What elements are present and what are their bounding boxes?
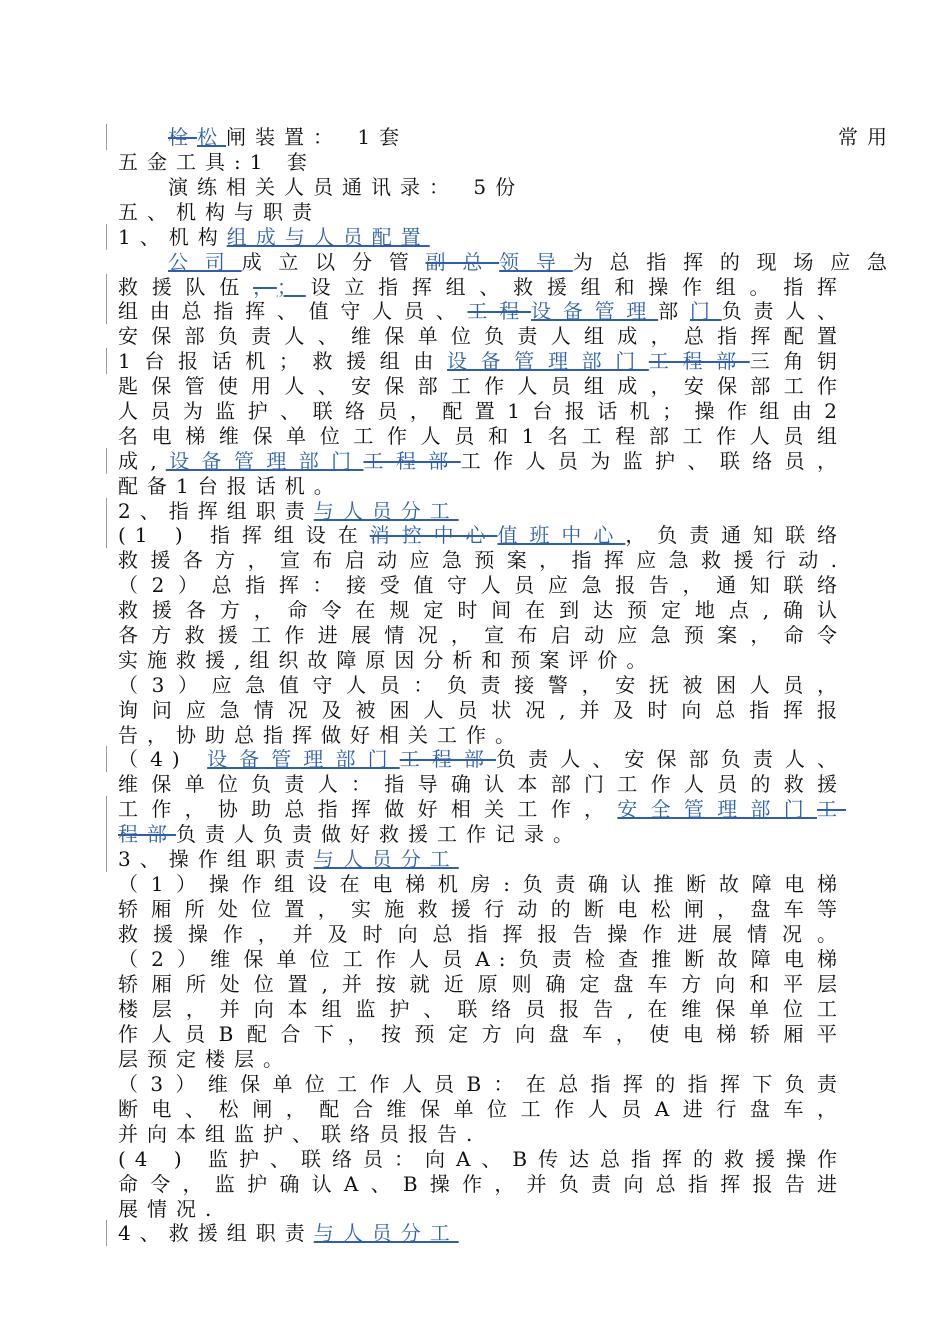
text-run: 成立以分管: [241, 250, 426, 274]
text-run: 组由总指挥、值守人员、: [118, 299, 468, 323]
text-run: 三角钥: [749, 349, 847, 373]
deleted-text: ，: [253, 275, 277, 299]
inserted-text: 设备管理部门: [165, 449, 364, 473]
text-run: （4): [118, 747, 208, 771]
text-line: [118, 1146, 846, 1172]
text-run: （3）应急值守人员：负责接警，安抚被困人员，: [118, 673, 846, 697]
text-run: （3）维保单位工作人员B：在总指挥的指挥下负责: [118, 1072, 846, 1096]
text-line: [118, 174, 896, 200]
text-run: （2）总指挥：接受值守人员应急报告，通知联络: [118, 573, 846, 597]
text-line: [118, 199, 846, 225]
text-run: 4、救援组职责: [118, 1221, 314, 1245]
text-line: [118, 298, 846, 324]
text-run: 维保单位负责人：指导确认本部门工作人员的救援: [118, 772, 846, 796]
text-run: 工作，协助总指挥做好相关工作，: [118, 797, 618, 821]
text-run: 部: [658, 299, 690, 323]
text-run: 2、指挥组职责: [118, 499, 314, 523]
change-bar: [106, 746, 107, 772]
text-line: [118, 1096, 846, 1122]
text-run: 命令，监护确认A、B操作，并负责向总指挥报告进: [118, 1172, 846, 1196]
text-line: [118, 796, 846, 822]
text-line: [118, 597, 846, 623]
text-run: 救援队伍: [118, 275, 254, 299]
text-line: [118, 398, 846, 424]
inserted-text: 组成与人员配置: [226, 225, 430, 249]
text-line: [118, 274, 846, 300]
text-line: [118, 1220, 846, 1246]
text-line: [118, 722, 846, 748]
text-line: [118, 871, 846, 897]
text-run: 1台报话机；救援组由: [118, 349, 448, 373]
text-line: [118, 124, 896, 150]
text-line: [118, 1196, 846, 1222]
text-run: 展情况.: [118, 1197, 221, 1221]
text-line: [118, 1121, 846, 1147]
text-line: [118, 572, 846, 598]
change-bar: [106, 298, 107, 324]
inserted-text: 设备管理部门: [207, 747, 400, 771]
text-run: (1 ) 指挥组设在: [118, 523, 370, 547]
text-line: [118, 821, 846, 847]
text-line: [118, 249, 896, 275]
inserted-text: 与人员分工: [313, 847, 459, 871]
text-run: （2）维保单位工作人员A:负责检查推断故障电梯: [118, 947, 846, 971]
text-run: 实施救援,组织故障原因分析和预案评价。: [118, 648, 656, 672]
text-run: 名电梯维保单位工作人员和1名工程部工作人员组: [118, 424, 846, 448]
inserted-text: 与人员分工: [313, 499, 459, 523]
inserted-text: ；: [276, 275, 306, 299]
change-bar: [106, 124, 107, 150]
inserted-text: 值班中心: [497, 523, 626, 547]
text-run: 安保部负责人、维保单位负责人组成，总指挥配置: [118, 324, 846, 348]
deleted-text: 副总: [425, 250, 500, 274]
inserted-text: 领导: [499, 250, 573, 274]
text-run: 作人员B配合下，按预定方向盘车，使电梯轿厢平: [118, 1022, 846, 1046]
text-run: 3、操作组职责: [118, 847, 314, 871]
text-run: 匙保管使用人、安保部工作人员组成，安保部工作: [118, 374, 846, 398]
text-run: 各方救援工作进展情况，宣布启动应急预案，命令: [118, 623, 846, 647]
text-run: 救援各方，命令在规定时间在到达预定地点,确认: [118, 598, 846, 622]
change-bar: [106, 448, 107, 474]
text-run: 楼层，并向本组监护、联络员报告,在维保单位工: [118, 997, 846, 1021]
text-run: 断电、松闸，配合维保单位工作人员A进行盘车，: [118, 1097, 846, 1121]
right-aligned-text: 常用: [838, 125, 896, 149]
text-run: 为总指挥的现场应急: [572, 250, 897, 274]
text-line: [118, 348, 846, 374]
text-run: 询问应急情况及被困人员状况,并及时向总指挥报: [118, 698, 846, 722]
deleted-text: 工程部: [363, 449, 461, 473]
text-line: [118, 697, 846, 723]
text-line: [118, 1046, 846, 1072]
text-run: ，负责通知联络: [625, 523, 847, 547]
text-run: 负责人、安保部负责人、: [496, 747, 847, 771]
change-bar: [106, 796, 107, 846]
text-run: 轿厢所处位置,并按就近原则确定盘车方向和平层: [118, 972, 846, 996]
text-line: [118, 423, 846, 449]
deleted-text: 工程: [467, 299, 532, 323]
text-line: [118, 622, 846, 648]
inserted-text: 设备管理部门: [447, 349, 649, 373]
inserted-text: 设备管理: [531, 299, 659, 323]
deleted-text: 工程部: [399, 747, 497, 771]
text-line: [118, 846, 846, 872]
text-run: 成,: [118, 449, 166, 473]
text-run: 五金工具:1 套: [118, 150, 316, 174]
inserted-text: 安全管理部门: [617, 797, 818, 821]
text-run: 闸装置： 1套: [226, 125, 409, 149]
text-run: （1）操作组设在电梯机房:负责确认推断故障电梯: [118, 872, 846, 896]
text-line: [118, 224, 846, 250]
text-run: 负责人负责做好救援工作记录。: [176, 822, 582, 846]
text-line: [118, 647, 846, 673]
deleted-text: 工程部: [648, 349, 750, 373]
change-bar: [106, 522, 107, 548]
change-bar: [106, 274, 107, 300]
text-line: [118, 373, 846, 399]
text-run: 工作人员为监护、联络员，: [460, 449, 847, 473]
text-run: 层预定楼层。: [118, 1047, 292, 1071]
text-line: [118, 473, 846, 499]
text-line: [118, 522, 846, 548]
text-line: [118, 996, 846, 1022]
text-line: [118, 946, 846, 972]
text-line: [118, 971, 846, 997]
deleted-text: 程部: [118, 822, 176, 846]
change-bar: [106, 348, 107, 374]
text-line: [118, 323, 846, 349]
deleted-text: 工: [817, 797, 847, 821]
inserted-text: 与人员分工: [313, 1221, 459, 1245]
text-line: [118, 672, 846, 698]
text-run: 救援操作，并及时向总指挥报告操作进展情况。: [118, 922, 846, 946]
text-run: 设立指挥组、救援组和操作组。指挥: [305, 275, 847, 299]
text-line: [118, 746, 846, 772]
text-line: [118, 1071, 846, 1097]
text-run: 并向本组监护、联络员报告.: [118, 1122, 482, 1146]
text-line: [118, 149, 846, 175]
inserted-text: 公司: [168, 250, 242, 274]
text-line: [118, 547, 846, 573]
change-bar: [106, 846, 107, 872]
text-run: 演练相关人员通讯录： 5份: [168, 175, 525, 199]
text-line: [118, 771, 846, 797]
text-run: 五、机构与职责: [118, 200, 321, 224]
text-run: 1、机构: [118, 225, 227, 249]
deleted-text: 消控中心: [369, 523, 498, 547]
text-run: (4 ) 监护、联络员：向A、B传达总指挥的救援操作: [118, 1147, 846, 1171]
inserted-text: 门: [689, 299, 722, 323]
text-line: [118, 1021, 846, 1047]
change-bar: [106, 498, 107, 524]
text-run: 救援各方，宣布启动应急预案，指挥应急救援行动.: [118, 548, 846, 572]
text-run: 告，协助总指挥做好相关工作。: [118, 723, 524, 747]
text-run: 配备1台报话机。: [118, 474, 343, 498]
change-bar: [106, 1220, 107, 1246]
text-line: [118, 1171, 846, 1197]
text-line: [118, 921, 846, 947]
deleted-text: 栓: [168, 125, 197, 149]
text-line: [118, 498, 846, 524]
text-run: 人员为监护、联络员，配置1台报话机；操作组由2: [118, 399, 846, 423]
change-bar: [106, 224, 107, 250]
text-line: [118, 448, 846, 474]
text-run: 轿厢所处位置，实施救援行动的断电松闸，盘车等: [118, 897, 846, 921]
text-run: 负责人、: [721, 299, 847, 323]
inserted-text: 松: [197, 125, 226, 149]
text-line: [118, 896, 846, 922]
